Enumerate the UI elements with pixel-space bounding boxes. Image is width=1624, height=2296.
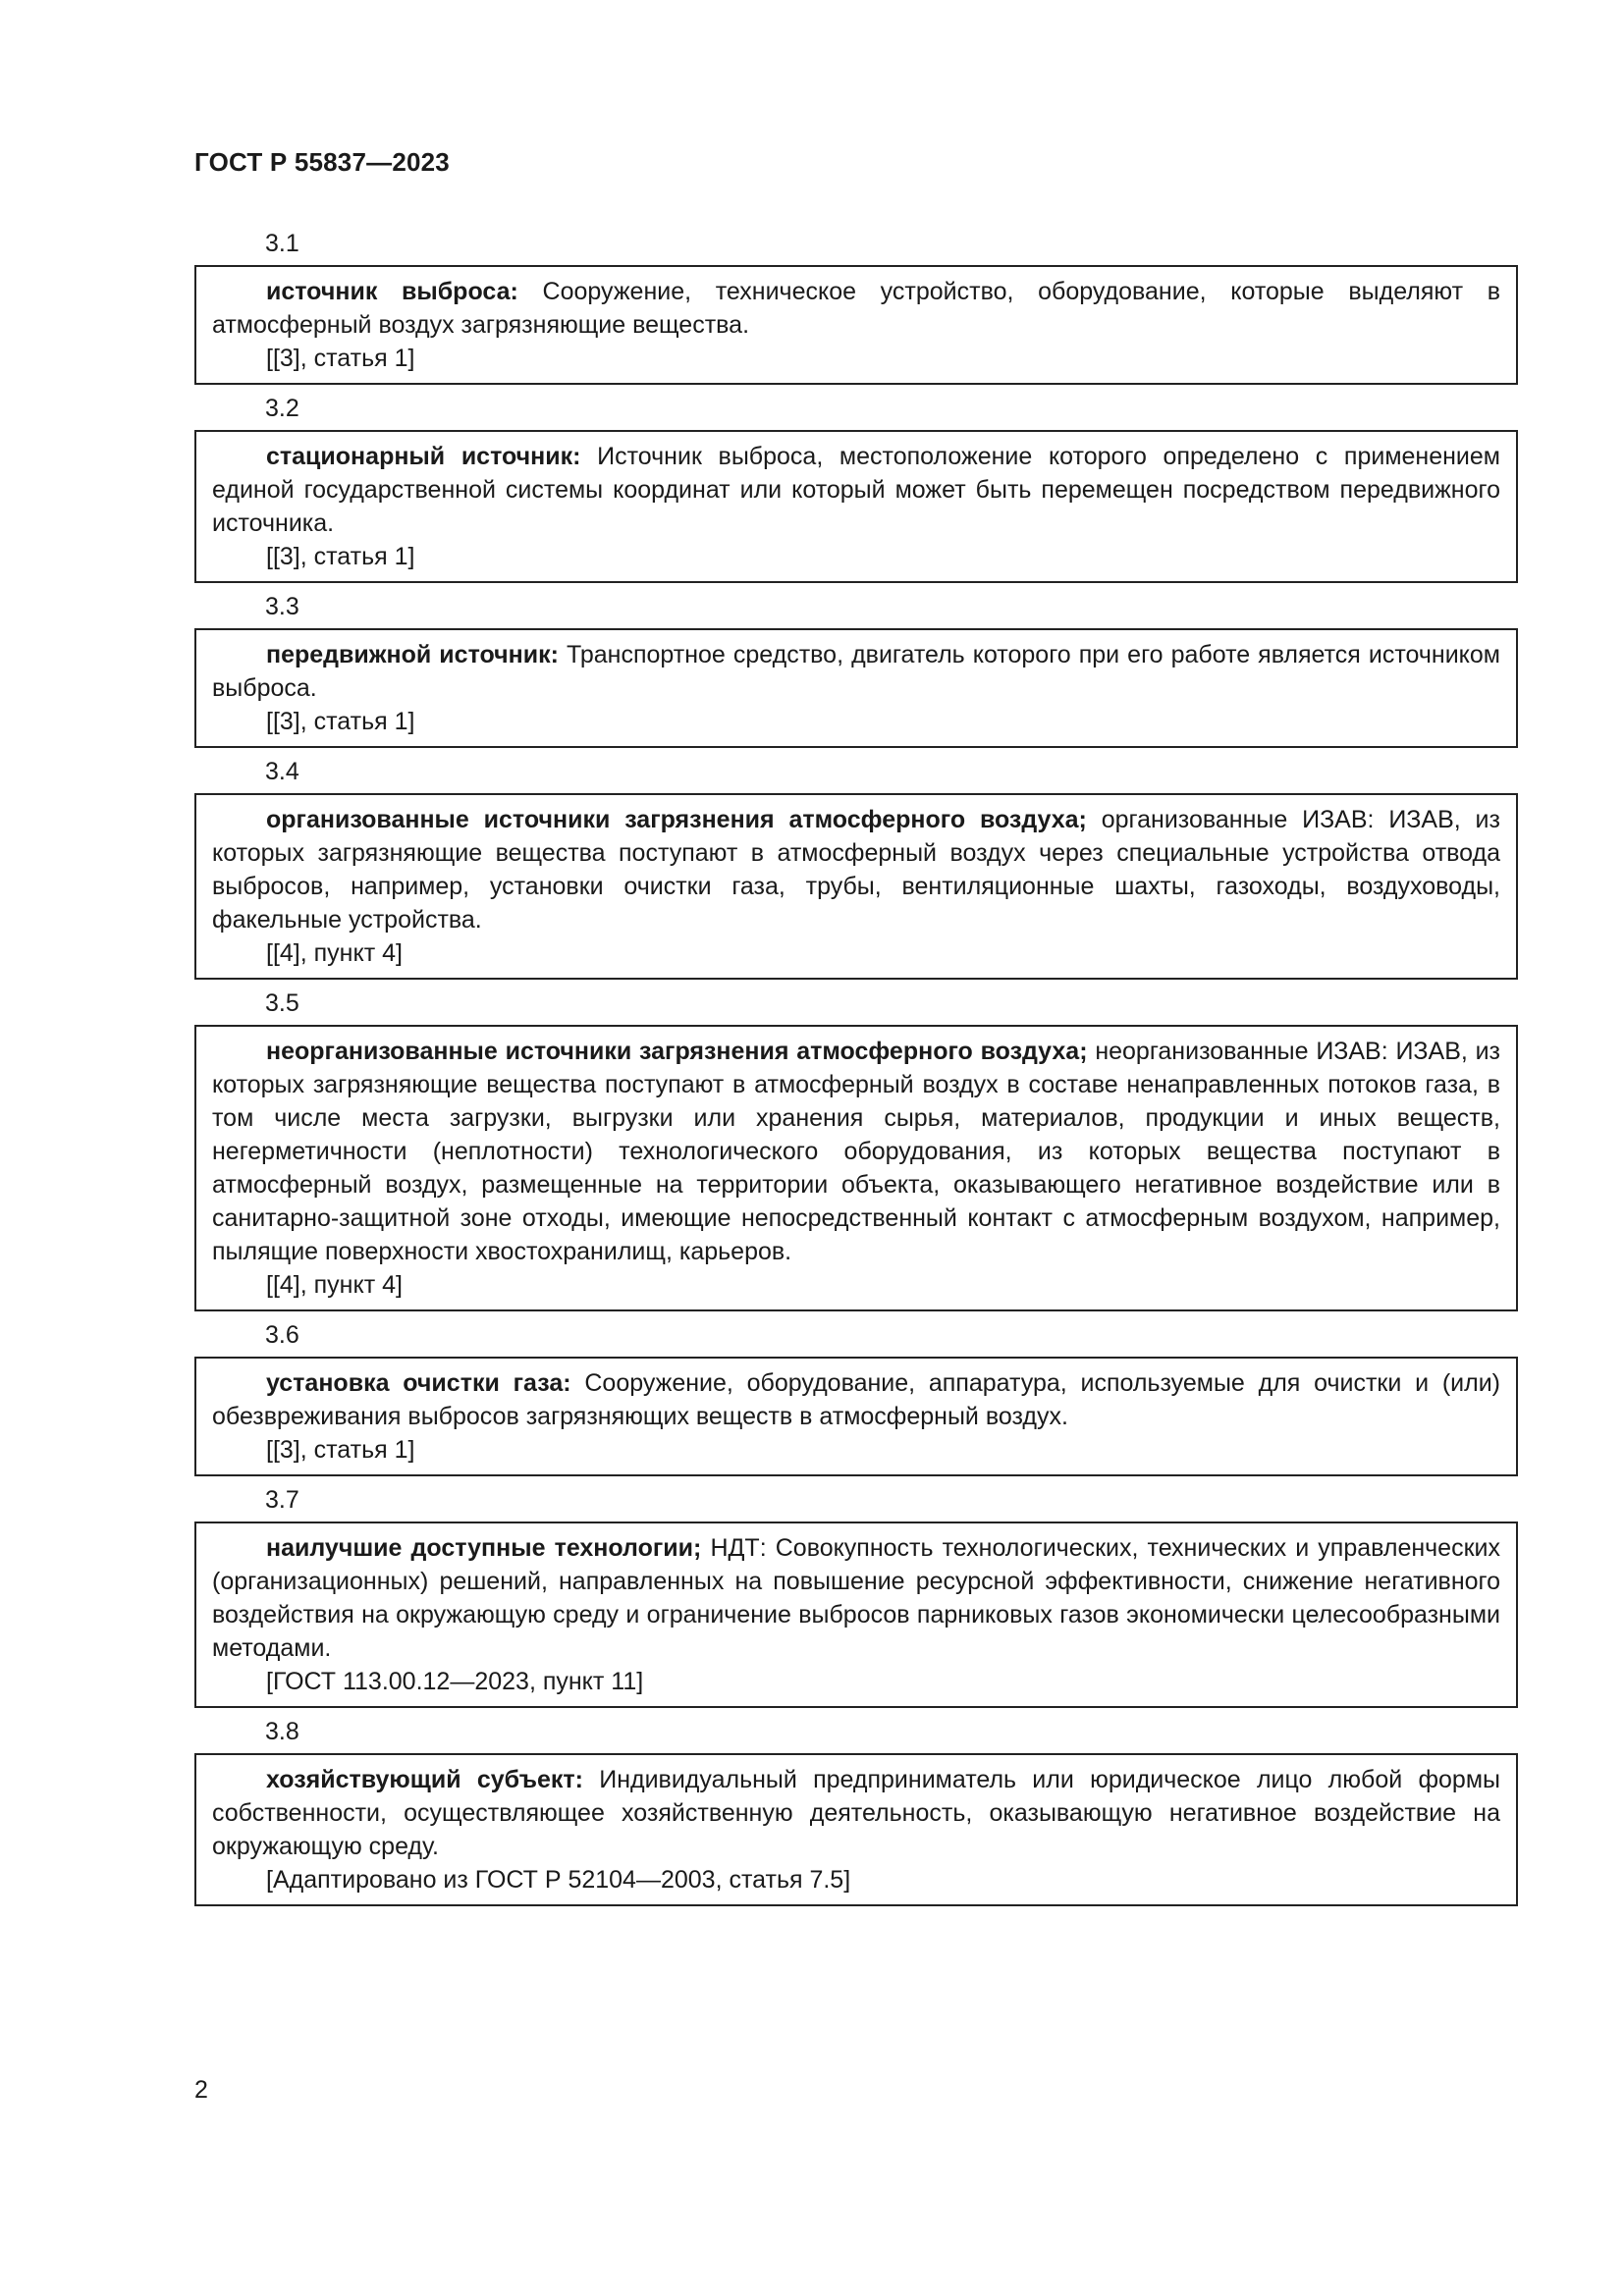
term-number: 3.1 xyxy=(265,230,299,257)
term-box xyxy=(194,1753,1518,1906)
definition-text: НДТ: Совокупность технологических, технических и управленческих (организационных) решений, направленных на повышение ресурсной эффективности, снижение негативного воздействия на окружающую среду и ограничение выбросов парниковых газов экономически целесообразными методами. xyxy=(212,1534,1500,1662)
term-source: [[3], статья 1] xyxy=(266,345,415,372)
term-definition xyxy=(212,803,1500,936)
term-definition xyxy=(212,638,1500,705)
term-source: [[3], статья 1] xyxy=(266,1436,415,1464)
term-box xyxy=(194,265,1518,385)
term-name: хозяйствующий субъект: xyxy=(266,1766,583,1793)
term-source: [Адаптировано из ГОСТ Р 52104—2003, статья 7.5] xyxy=(266,1866,851,1894)
term-source: [[3], статья 1] xyxy=(266,708,415,735)
term-name: стационарный источник: xyxy=(266,443,581,470)
definition-text: неорганизованные ИЗАВ: ИЗАВ, из которых загрязняющие вещества поступают в атмосферный воздух в составе ненаправленных потоков газа, в том числе места загрузки, выгрузки или хранения сырья, материалов, продукции и иных веществ, негерметичности (неплотности) технологического оборудования, из которых вещества поступают в атмосферный воздух, размещенные на территории объекта, оказывающего негативное воздействие или в санитарно-защитной зоне отходы, имеющие непосредственный контакт с атмосферным воздухом, например, пылящие поверхности хвостохранилищ, карьеров. xyxy=(212,1038,1501,1265)
term-name: установка очистки газа: xyxy=(266,1369,571,1397)
term-source: [ГОСТ 113.00.12—2023, пункт 11] xyxy=(266,1668,644,1695)
terms-section xyxy=(194,226,1518,1912)
term-name: источник выброса: xyxy=(266,278,518,305)
term-number: 3.5 xyxy=(265,989,299,1017)
term-box xyxy=(194,628,1518,748)
term-number: 3.4 xyxy=(265,758,299,785)
term-box xyxy=(194,793,1518,980)
term-definition xyxy=(212,1366,1500,1433)
definition-text: Сооружение, оборудование, аппаратура, используемые для очистки и (или) обезвреживания выбросов загрязняющих веществ в атмосферный воздух. xyxy=(212,1369,1501,1430)
definition-text: Индивидуальный предприниматель или юридическое лицо любой формы собственности, осуществляющее хозяйственную деятельность, оказывающую негативное воздействие на окружающую среду. xyxy=(212,1766,1500,1860)
document-header: ГОСТ Р 55837—2023 xyxy=(194,147,450,177)
term-number: 3.8 xyxy=(265,1718,299,1745)
term-name: организованные источники загрязнения атмосферного воздуха; xyxy=(266,806,1087,833)
term-definition xyxy=(212,1531,1500,1665)
definition-text: Транспортное средство, двигатель которого при его работе является источником выброса. xyxy=(212,641,1500,702)
term-number: 3.7 xyxy=(265,1486,299,1514)
definition-text: Сооружение, техническое устройство, оборудование, которые выделяют в атмосферный воздух загрязняющие вещества. xyxy=(212,278,1501,339)
term-number: 3.6 xyxy=(265,1321,299,1349)
term-name: передвижной источник: xyxy=(266,641,559,668)
term-definition xyxy=(212,440,1500,540)
definition-text: организованные ИЗАВ: ИЗАВ, из которых загрязняющие вещества поступают в атмосферный воздух через специальные устройства отвода выбросов, например, установки очистки газа, трубы, вентиляционные шахты, газоходы, воздуховоды, факельные устройства. xyxy=(212,806,1500,934)
term-box xyxy=(194,1025,1518,1311)
term-name: наилучшие доступные технологии; xyxy=(266,1534,702,1562)
term-box xyxy=(194,430,1518,583)
term-definition xyxy=(212,275,1500,342)
term-source: [[4], пункт 4] xyxy=(266,939,403,967)
term-number: 3.2 xyxy=(265,395,299,422)
term-definition xyxy=(212,1763,1500,1863)
term-box xyxy=(194,1357,1518,1476)
term-definition xyxy=(212,1035,1500,1268)
term-number: 3.3 xyxy=(265,593,299,620)
definition-text: Источник выброса, местоположение которого определено с применением единой государственной системы координат или который может быть перемещен посредством передвижного источника. xyxy=(212,443,1500,537)
term-source: [[3], статья 1] xyxy=(266,543,415,570)
term-source: [[4], пункт 4] xyxy=(266,1271,403,1299)
term-box xyxy=(194,1522,1518,1708)
page-number: 2 xyxy=(194,2076,208,2104)
term-name: неорганизованные источники загрязнения атмосферного воздуха; xyxy=(266,1038,1088,1065)
